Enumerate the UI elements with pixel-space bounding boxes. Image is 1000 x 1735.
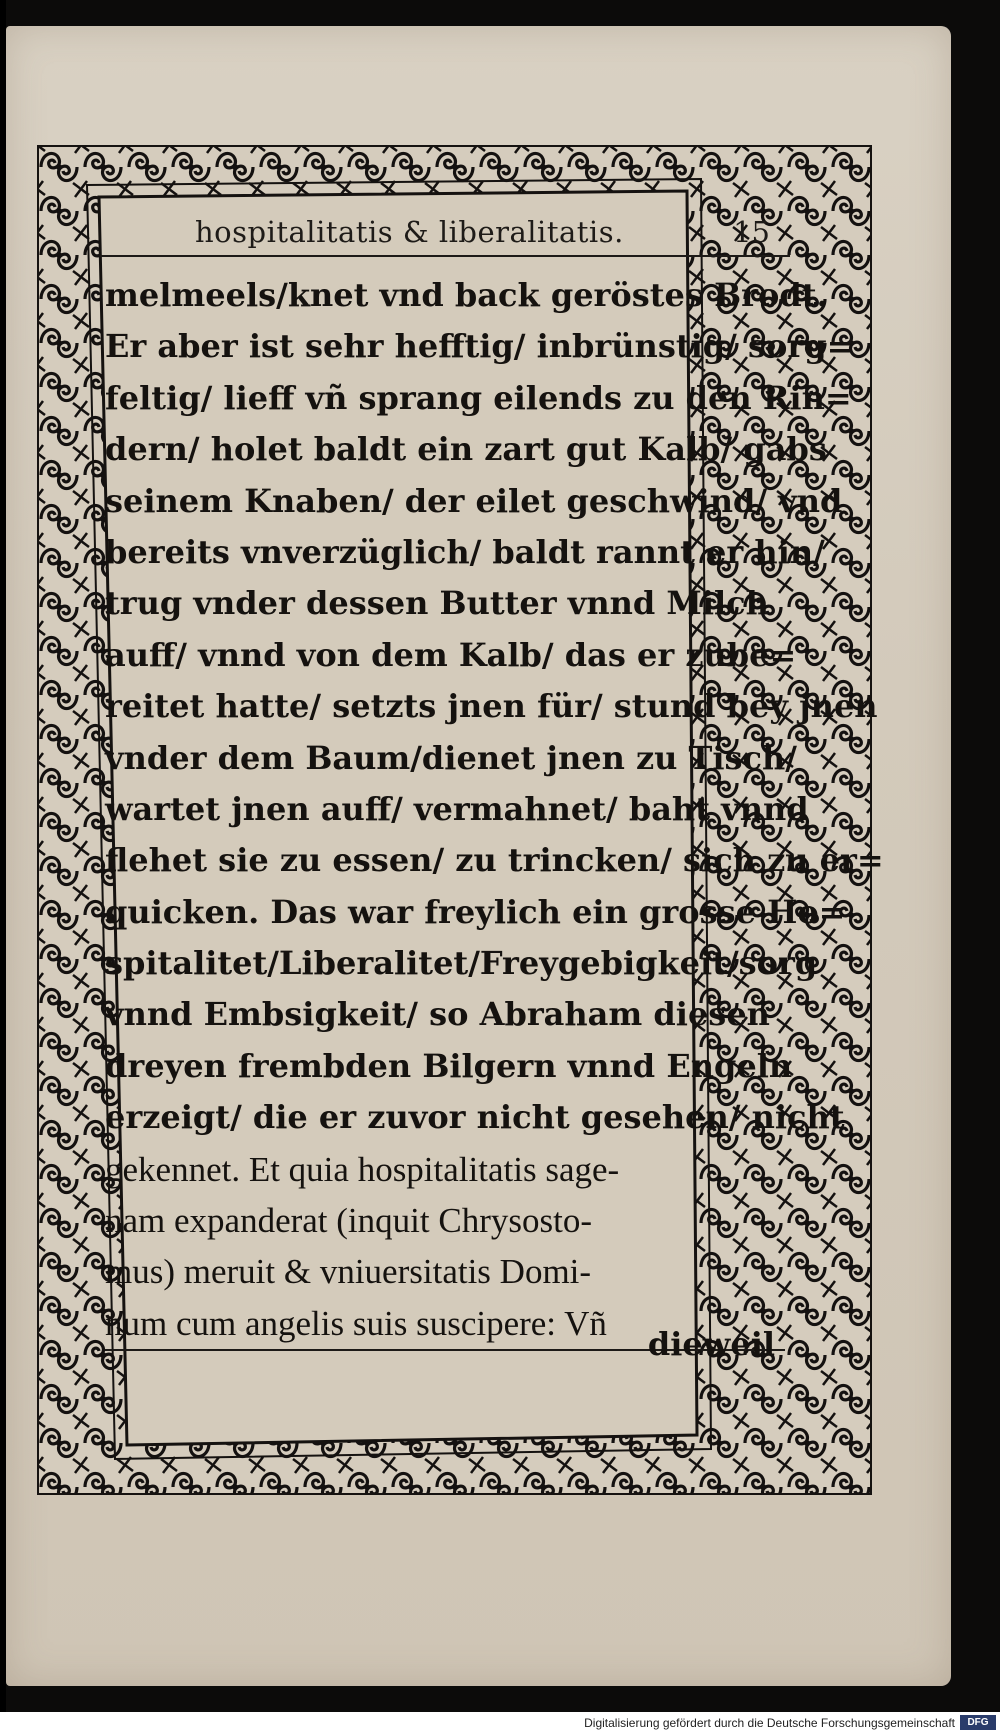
text-line-latin: gekennet. Et quia hospitalitatis sage- — [105, 1149, 620, 1189]
text-line: wartet jnen auff/ vermahnet/ baht vnnd — [105, 789, 809, 828]
page-number: 15 — [733, 215, 770, 249]
text-line: flehet sie zu essen/ zu trincken/ sich zu er= — [105, 841, 884, 880]
text-line: melmeels/knet vnd back geröstes Brodt. — [105, 276, 828, 314]
catchword: dieweil — [647, 1325, 775, 1363]
text-line-latin: mus) meruit & vniuersitatis Domi- — [105, 1252, 592, 1292]
running-head — [100, 215, 790, 257]
text-line: vnnd Embsigkeit/ so Abraham diesen — [105, 995, 770, 1034]
running-title: hospitalitatis & liberalitatis. — [195, 215, 624, 249]
funding-credit: Digitalisierung gefördert durch die Deutsche Forschungsgemeinschaft — [584, 1716, 955, 1730]
text-line: bereits vnverzüglich/ baldt rannt er hin/ — [105, 532, 825, 571]
text-line: spitalitet/Liberalitet/Freygebigkeit/sorg — [105, 944, 818, 983]
text-line-latin: num cum angelis suis suscipere: Vñ — [105, 1298, 785, 1351]
text-line: auff/ vnnd von dem Kalb/ das er zube= — [105, 635, 797, 674]
text-line: erzeigt/ die er zuvor nicht gesehen/ nicht — [105, 1098, 845, 1137]
text-line: feltig/ lieff vñ sprang eilends zu den Rin= — [105, 378, 852, 417]
dfg-logo: DFG — [960, 1715, 996, 1730]
text-line: vnder dem Baum/dienet jnen zu Tisch/ — [105, 738, 797, 777]
text-line: reitet hatte/ setzts jnen für/ stund bey jnen — [105, 687, 878, 726]
text-line: Er aber ist sehr hefftig/ inbrünstig/ sorg= — [105, 327, 854, 366]
text-line: seinem Knaben/ der eilet geschwind/ vnd — [105, 481, 843, 520]
text-line-latin: nam expanderat (inquit Chrysosto- — [105, 1201, 592, 1241]
digitization-footer — [0, 1712, 1000, 1735]
text-line: trug vnder dessen Butter vnnd Milch — [105, 584, 769, 623]
body-text — [105, 270, 884, 1351]
text-line: dern/ holet baldt ein zart gut Kalb/ gabs — [105, 430, 827, 469]
text-line: dreyen frembden Bilgern vnnd Engeln — [105, 1046, 793, 1085]
text-block — [100, 205, 884, 1385]
text-line: quicken. Das war freylich ein grosse Ho= — [105, 892, 846, 931]
